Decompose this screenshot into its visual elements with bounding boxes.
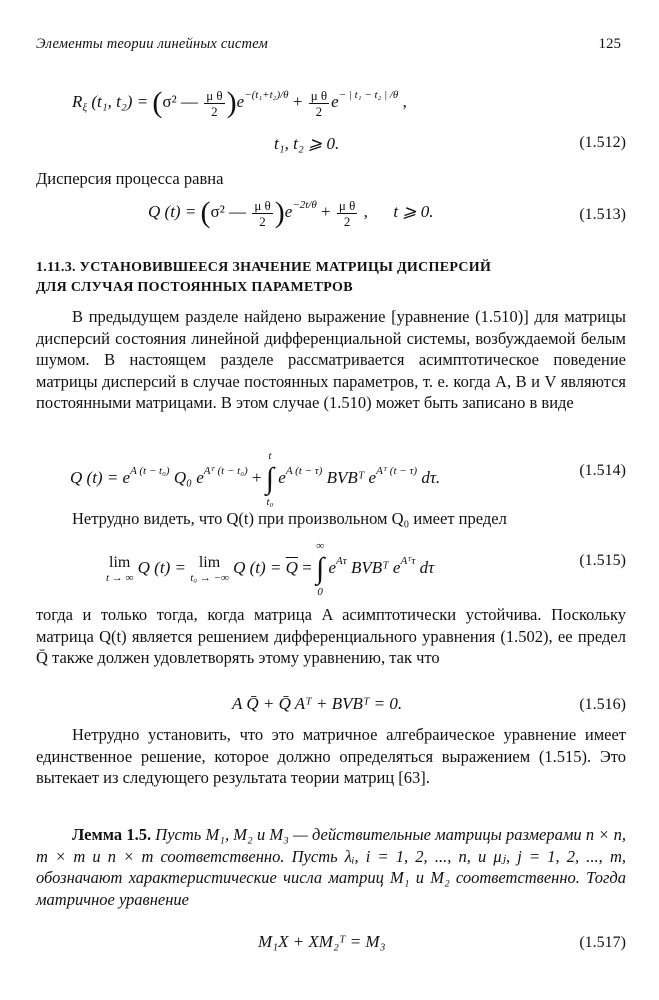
eq1513-lhs: Q (t) = bbox=[148, 201, 197, 221]
paragraph-2: Нетрудно видеть, что Q(t) при произвольном Q₀ имеет предел bbox=[72, 509, 507, 528]
eq1513-condition: t ⩾ 0. bbox=[393, 201, 434, 221]
equation-1515: lim t → ∞ Q (t) = lim t₀ → −∞ Q $(t) = \overline{Q}$ = ∞ ∫ 0 $e^{A\tau}$ BVBᵀ $e^{Aᵀ\tau}$ dτ (1.515) bbox=[106, 540, 626, 598]
running-header bbox=[36, 36, 621, 60]
eq1514-exp3: A (t − τ) bbox=[285, 464, 323, 477]
eq1513-frac-num: μ θ bbox=[254, 197, 271, 213]
eq1514-mid: BVBᵀ e bbox=[326, 467, 377, 487]
eq1512-frac-den: 2 bbox=[211, 103, 218, 119]
eq1512-sigma: σ² — bbox=[162, 91, 198, 111]
eq1515-upper: ∞ bbox=[316, 540, 325, 552]
eq1512-args: (t₁, t₂) = bbox=[91, 91, 149, 111]
eq1512-frac-num: μ θ bbox=[206, 87, 223, 103]
eq1514-lhs: Q (t) = e bbox=[70, 467, 131, 487]
eq1515-qbar: $\overline{Q}$ bbox=[285, 557, 298, 577]
eq1513-frac-den2: 2 bbox=[343, 213, 351, 229]
page-number: 125 bbox=[598, 36, 621, 52]
eq1514-integrand: e bbox=[278, 467, 286, 487]
eq1514-exp1: A (t − t₀) bbox=[130, 464, 170, 477]
eq1513-sigma: σ² — bbox=[210, 201, 247, 221]
eq1515-q2: Q (t) = bbox=[233, 557, 282, 577]
eq1512-lhs: R bbox=[72, 91, 83, 111]
eq1515-number: (1.515) bbox=[579, 552, 626, 569]
lemma-body: Пусть M₁, M₂ и M₃ — действительные матрицы размерами n × n, m × m и n × m соответственно. Пусть λᵢ, i = 1, 2, ..., n, и μⱼ, j = 1, 2, ..., m, обозначают характеристические числа матриц M₁ и M₂ соответственно. Тогда матричное уравнение bbox=[36, 825, 626, 909]
eq1515-exp1: Aτ bbox=[336, 554, 347, 567]
eq1515-exp2: Aᵀτ bbox=[400, 554, 416, 567]
eq1513-frac-num2: μ θ bbox=[338, 197, 356, 213]
equation-1517 bbox=[36, 930, 626, 960]
eq1512-condition: t₁, t₂ ⩾ 0. bbox=[274, 134, 340, 153]
equation-1514: Q $(t) = e^{A (t - t_0)}$ Q₀ $e^{Aᵀ (t - t_0)}$ + t ∫ t₀ $e^{A (t - \tau)}$ BVBᵀ $e^{Aᵀ (t - \tau)}$ dτ. (1.514) bbox=[70, 450, 626, 508]
eq1514-number: (1.514) bbox=[579, 462, 626, 479]
section-heading bbox=[36, 258, 626, 298]
eq1516-text: A Q̄ + Q̄ Aᵀ + BVBᵀ = 0. bbox=[232, 694, 403, 713]
eq1517-text: M₁X + XM₂ᵀ = M₃ bbox=[258, 932, 386, 951]
eq1515-under2: t₀ → −∞ bbox=[190, 572, 229, 584]
equation-1516 bbox=[36, 692, 626, 722]
dispersion-line: Дисперсия процесса равна bbox=[36, 169, 224, 188]
eq1512-exp1: −(t₁+t₂)/θ bbox=[244, 88, 289, 101]
eq1512-lhs-sub: ξ bbox=[82, 101, 88, 114]
equation-1513: Q (t) = (σ² — $\frac{\text{μ θ}}{2}$ )$e^{-2t/\theta}$ + $\frac{\text{μ θ}}{2}$ , t ⩾ 0. (1.513) bbox=[148, 196, 626, 229]
eq1515-eq: = bbox=[302, 557, 312, 577]
eq1515-dtau: dτ bbox=[419, 557, 435, 577]
lemma-1-5 bbox=[36, 824, 626, 910]
eq1514-exp4: Aᵀ (t − τ) bbox=[376, 464, 418, 477]
eq1512-frac-num2: μ θ bbox=[310, 87, 328, 103]
eq1514-q0: Q₀ e bbox=[173, 467, 204, 487]
eq1514-lower: t₀ bbox=[266, 496, 274, 508]
eq1515-integrand: e bbox=[328, 557, 337, 577]
eq1513-exp: −2t/θ bbox=[292, 198, 317, 211]
eq1515-lim1: lim bbox=[109, 554, 131, 571]
eq1512-number: (1.512) bbox=[579, 134, 626, 151]
eq1513-frac-den: 2 bbox=[259, 213, 266, 229]
eq1516-number: (1.516) bbox=[579, 696, 626, 713]
eq1517-number: (1.517) bbox=[579, 934, 626, 951]
eq1515-under1: t → ∞ bbox=[106, 572, 134, 584]
eq1513-number: (1.513) bbox=[579, 206, 626, 223]
eq1512-plus: + bbox=[292, 91, 303, 111]
section-title-line-2: ДЛЯ СЛУЧАЯ ПОСТОЯННЫХ ПАРАМЕТРОВ bbox=[36, 280, 353, 295]
paragraph-1: В предыдущем разделе найдено выражение [уравнение (1.510)] для матрицы дисперсий состояния линейной дифференциальной системы, возбуждаемой белым шумом. В настоящем разделе рассматривается асимптотическое поведение матрицы дисперсий в случае постоянных параметров, т. е. когда A, B и V являются постоянными матрицами. В этом случае (1.510) может быть записано в виде bbox=[36, 307, 626, 413]
running-title: Элементы теории линейных систем bbox=[36, 36, 268, 52]
equation-1512: $R_\xi$ (t₁, t₂) = (σ² — $\frac{\text{μ θ}}{2}$ )$e^{-(t_1+t_2)/\theta}$ + $\frac{\text{μ θ}}{2}$ $e^{- | t_1 - t_2 | /\theta}$ , t₁, t₂ ⩾ 0. (1.512) bbox=[72, 86, 626, 153]
eq1514-dtau: dτ. bbox=[421, 467, 441, 487]
eq1515-mid: BVBᵀ e bbox=[350, 557, 401, 577]
eq1515-lower: 0 bbox=[317, 586, 323, 598]
paragraph-3: тогда и только тогда, когда матрица A асимптотически устойчива. Поскольку матрица Q(t) является решением дифференциального уравнения (1.502), ее предел Q̄ также должен удовлетворять этому уравнению, так что bbox=[36, 605, 626, 668]
lemma-label: Лемма 1.5. bbox=[72, 825, 152, 844]
paragraph-4: Нетрудно установить, что это матричное алгебраическое уравнение имеет единственное решение, которое должно определяться выражением (1.515). Это вытекает из следующего результата теории матриц [63]. bbox=[36, 725, 626, 788]
eq1514-exp2: Aᵀ (t − t₀) bbox=[203, 464, 248, 477]
section-title-line-1: 1.11.3. УСТАНОВИВШЕЕСЯ ЗНАЧЕНИЕ МАТРИЦЫ ДИСПЕРСИЙ bbox=[36, 260, 492, 275]
eq1515-lim2: lim bbox=[198, 554, 221, 571]
eq1512-exp2: − | t₁ − t₂ | /θ bbox=[338, 88, 399, 101]
eq1512-frac-den2: 2 bbox=[315, 103, 323, 119]
eq1514-upper: t bbox=[268, 450, 272, 462]
eq1515-q1: Q (t) = bbox=[137, 557, 186, 577]
